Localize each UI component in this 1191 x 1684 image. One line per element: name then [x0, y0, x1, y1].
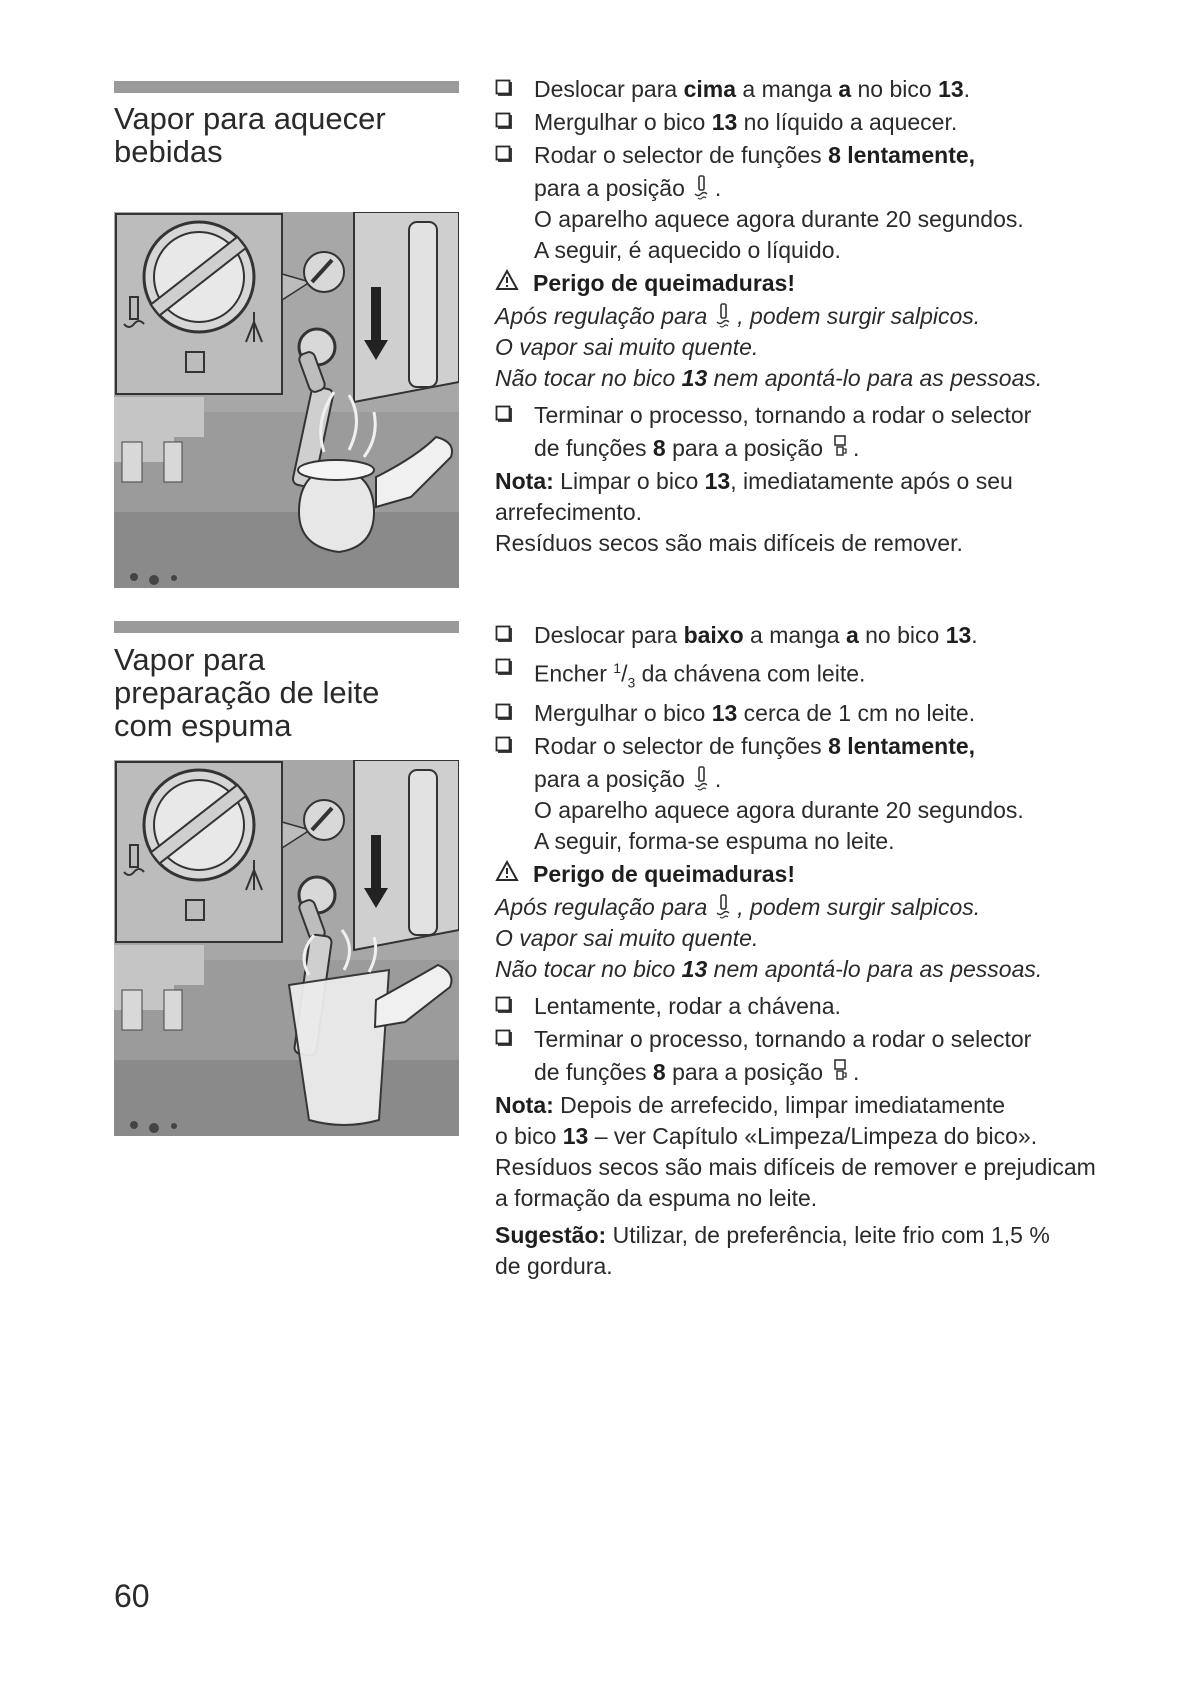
list-item: Rodar o selector de funções 8 lentamente, [495, 140, 1115, 173]
list-item: Lentamente, rodar a chávena. [495, 991, 1115, 1024]
checkbox-bullet-icon [495, 625, 513, 643]
checkbox-bullet-icon [495, 658, 513, 676]
checkbox-bullet-icon [495, 79, 513, 97]
steam-position-icon [713, 303, 735, 329]
warning-triangle-icon [495, 860, 519, 882]
cup-position-icon [829, 1059, 851, 1085]
section-rule [114, 621, 459, 633]
checkbox-bullet-icon [495, 996, 513, 1014]
milk-froth-illustration [114, 760, 459, 1136]
list-item: Terminar o processo, tornando a rodar o selector [495, 400, 1115, 433]
steam-heating-illustration [114, 212, 459, 588]
list-item: Deslocar para cima a manga a no bico 13. [495, 74, 1115, 107]
section-rule [114, 81, 459, 93]
checkbox-bullet-icon [495, 145, 513, 163]
checkbox-bullet-icon [495, 703, 513, 721]
section-title: Vapor para aquecer bebidas [114, 101, 386, 169]
checkbox-bullet-icon [495, 1029, 513, 1047]
warning-triangle-icon [495, 269, 519, 291]
list-item: Deslocar para baixo a manga a no bico 13. [495, 620, 1115, 653]
checkbox-bullet-icon [495, 736, 513, 754]
steam-position-icon [691, 766, 713, 792]
list-item: Rodar o selector de funções 8 lentamente, [495, 731, 1115, 764]
checkbox-bullet-icon [495, 112, 513, 130]
steam-position-icon [691, 175, 713, 201]
cup-position-icon [829, 435, 851, 461]
list-item: Mergulhar o bico 13 no líquido a aquecer. [495, 107, 1115, 140]
list-item: Encher $^1/_3$ da chávena com leite. [495, 653, 1115, 698]
list-item: Mergulhar o bico 13 cerca de 1 cm no leite. [495, 698, 1115, 731]
warning-heading: Perigo de queimaduras! [495, 268, 1115, 299]
section-text: Deslocar para baixo a manga a no bico 13. Encher $^1/_3$ da chávena com leite. Mergulhar o bico 13 cerca de 1 cm no leite. Rodar o selector de funções 8 lentamente, para a posição . O aparelho aquece agora durante 20 segundos. A seguir, forma-se espuma no leite. Perigo de queimaduras! Após regulação para , podem surgir salpicos. O vapor sai muito quente. Não tocar no bico 13 nem apontá-lo para as pessoas. Lentamente, rodar a chávena. Terminar o processo, tornando a rodar o selector de funções 8 para a posição . Nota: Depois de arrefecido, limpar imediatamente o bico 13 – ver Capítulo «Limpeza/Limpeza do bico». Resíduos secos são mais difíceis de remover e prejudicam a formação da espuma no leite. Sugestão: Utilizar, de preferência, leite frio com 1,5 % de gordura. [495, 620, 1115, 1282]
warning-heading: Perigo de queimaduras! [495, 859, 1115, 890]
steam-position-icon [713, 894, 735, 920]
section-text: Deslocar para cima a manga a no bico 13. Mergulhar o bico 13 no líquido a aquecer. Rodar o selector de funções 8 lentamente, para a posição . O aparelho aquece agora durante 20 segundos. A seguir, é aquecido o líquido. Perigo de queimaduras! Após regulação para , podem surgir salpicos. O vapor sai muito quente. Não tocar no bico 13 nem apontá-lo para as pessoas. Terminar o processo, tornando a rodar o selector de funções 8 para a posição . Nota: Limpar o bico 13, imediatamente após o seu arrefecimento. Resíduos secos são mais difíceis de remover. [495, 74, 1115, 559]
list-item: Terminar o processo, tornando a rodar o selector [495, 1024, 1115, 1057]
section-title: Vapor para preparação de leite com espuma [114, 642, 380, 743]
checkbox-bullet-icon [495, 405, 513, 423]
page-number: 60 [114, 1578, 150, 1614]
